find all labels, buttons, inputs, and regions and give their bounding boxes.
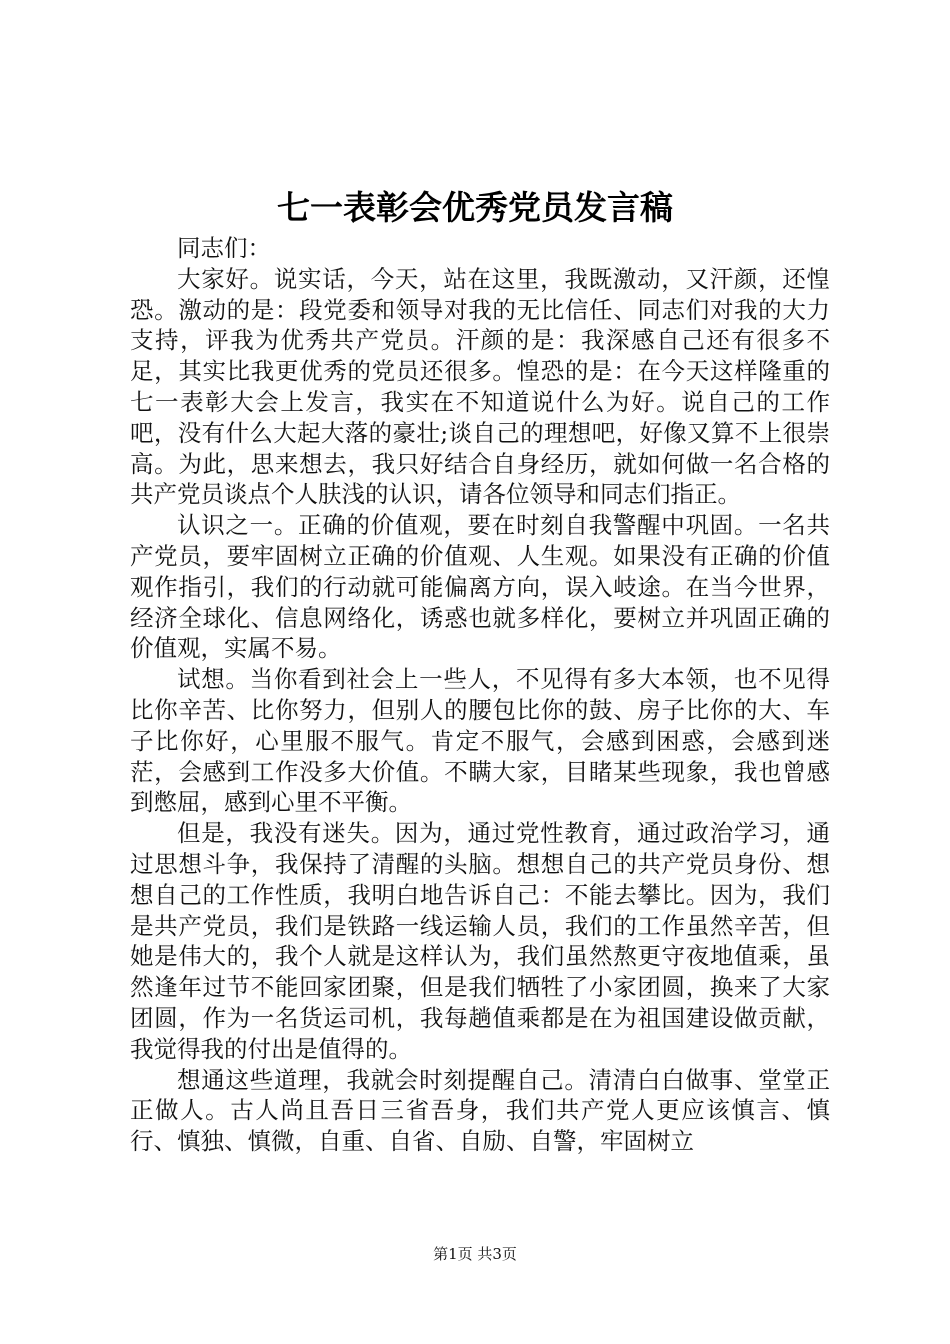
document-body (130, 233, 830, 1157)
paragraph: 试想。当你看到社会上一些人，不见得有多大本领，也不见得比你辛苦、比你努力，但别人的腰包比你的鼓、房子比你的大、车子比你好，心里服不服气。肯定不服气，会感到困惑，会感到迷茫，会感到工作没多大价值。不瞒大家，目睹某些现象，我也曾感到憋屈，感到心里不平衡。 (130, 665, 830, 817)
document-title: 七一表彰会优秀党员发言稿 (277, 188, 673, 227)
paragraph: 大家好。说实话，今天，站在这里，我既激动，又汗颜，还惶恐。激动的是：段党委和领导对我的无比信任、同志们对我的大力支持，评我为优秀共产党员。汗颜的是：我深感自己还有很多不足，其实比我更优秀的党员还很多。惶恐的是：在今天这样隆重的七一表彰大会上发言，我实在不知道说什么为好。说自己的工作吧，没有什么大起大落的豪壮;谈自己的理想吧，好像又算不上很崇高。为此，思来想去，我只好结合自身经历，就如何做一名合格的共产党员谈点个人肤浅的认识，请各位领导和同志们指正。 (130, 264, 830, 509)
paragraph: 认识之一。正确的价值观，要在时刻自我警醒中巩固。一名共产党员，要牢固树立正确的价值观、人生观。如果没有正确的价值观作指引，我们的行动就可能偏离方向，误入岐途。在当今世界，经济全球化、信息网络化，诱惑也就多样化，要树立并巩固正确的价值观，实属不易。 (130, 511, 830, 663)
salutation: 同志们： (177, 234, 271, 262)
page-number-footer: 第1页 共3页 (433, 1245, 517, 1263)
paragraph: 但是，我没有迷失。因为，通过党性教育，通过政治学习，通过思想斗争，我保持了清醒的头脑。想想自己的共产党员身份、想想自己的工作性质，我明白地告诉自己：不能去攀比。因为，我们是共产党员，我们是铁路一线运输人员，我们的工作虽然辛苦，但她是伟大的，我个人就是这样认为，我们虽然熬更守夜地值乘，虽然逢年过节不能回家团聚，但是我们牺牲了小家团圆，换来了大家团圆，作为一名货运司机，我每趟值乘都是在为祖国建设做贡献，我觉得我的付出是值得的。 (130, 819, 830, 1063)
paragraph: 想通这些道理，我就会时刻提醒自己。清清白白做事、堂堂正正做人。古人尚且吾日三省吾身，我们共产党人更应该慎言、慎行、慎独、慎微，自重、自省、自励、自警，牢固树立 (130, 1065, 830, 1156)
